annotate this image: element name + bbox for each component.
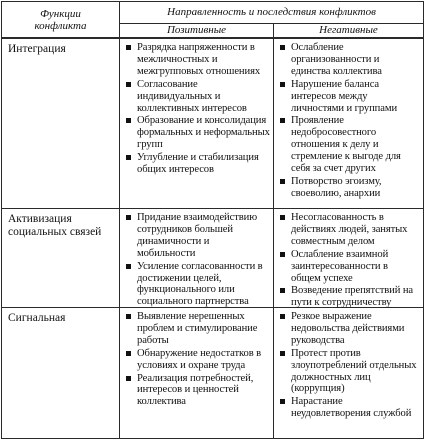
header-direction-cell <box>120 2 423 23</box>
header-direction-label: Направленность и последствия конфликтов <box>167 6 376 18</box>
bullet-icon <box>126 264 131 269</box>
row-1-positive-cell <box>120 39 273 208</box>
bullet-icon <box>126 351 131 356</box>
row-3-positive-cell <box>120 308 273 438</box>
row-3-negative-cell <box>274 308 423 438</box>
bullet-icon <box>126 45 131 50</box>
list-item: Ослабление взаимной заинтересованности в общем успехе <box>278 249 420 285</box>
list-item: Разрядка напряженности в межличностных и межгрупповых отношениях <box>124 42 270 78</box>
header-functions-cell <box>2 2 119 38</box>
list-item: Реализация потребностей, интересов и ценностей коллектива <box>124 373 270 409</box>
row-3-function: Сигнальная <box>8 312 66 324</box>
row-2-function-cell <box>2 209 119 307</box>
bullet-icon <box>280 118 285 123</box>
bullet-icon <box>280 288 285 293</box>
row-1-negative-cell <box>274 39 423 208</box>
bullet-icon <box>280 179 285 184</box>
list-item: Согласование индивидуальных и коллективных интересов <box>124 79 270 115</box>
list-item: Выявление нерешенных проблем и стимулирование работы <box>124 311 270 347</box>
row-2-positive-cell <box>120 209 273 307</box>
header-negative-cell <box>274 24 423 37</box>
list-item: Углубление и стабилизация общих интересов <box>124 152 270 176</box>
list-item: Образование и консолидация формальных и неформальных групп <box>124 115 270 151</box>
bullet-icon <box>126 215 131 220</box>
list-item: Придание взаимодействию сотрудников большей динамичности и мобильности <box>124 212 270 260</box>
bullet-icon <box>280 351 285 356</box>
list-item: Обнаружение недостатков в условиях и охране труда <box>124 348 270 372</box>
header-negative-label: Негативные <box>319 24 378 36</box>
bullet-icon <box>280 45 285 50</box>
bullet-icon <box>280 314 285 319</box>
bullet-icon <box>126 155 131 160</box>
list-item: Усиление согласованности в достижении целей, функционального или социального партнерства <box>124 261 270 309</box>
list-item: Проявление недобросовестного отношения к делу и стремление к выгоде для себя за счет других <box>278 115 420 175</box>
list-item: Нарушение баланса интересов между личностями и группами <box>278 79 420 115</box>
row-2-function: Активизация социальных связей <box>8 213 102 238</box>
bullet-icon <box>126 376 131 381</box>
list-item: Нарастание неудовлетворения службой <box>278 396 420 420</box>
list-item: Потворство эгоизму, своеволию, анархии <box>278 176 420 200</box>
header-positive-label: Позитивные <box>166 24 227 36</box>
list-item: Ослабление организованности и единства коллектива <box>278 42 420 78</box>
list-item: Резкое выражение недовольства действиями руководства <box>278 311 420 347</box>
bullet-icon <box>280 215 285 220</box>
row-2-negative-cell <box>274 209 423 307</box>
list-item: Возведение препятствий на пути к сотрудничеству <box>278 285 420 309</box>
row-1-function: Интеграция <box>8 43 66 55</box>
bullet-icon <box>126 82 131 87</box>
bullet-icon <box>280 82 285 87</box>
conflict-functions-table <box>1 1 424 439</box>
row-1-function-cell <box>2 39 119 208</box>
bullet-icon <box>126 118 131 123</box>
bullet-icon <box>280 399 285 404</box>
header-functions-label: Функции конфликта <box>34 8 87 32</box>
row-3-function-cell <box>2 308 119 438</box>
list-item: Протест против злоупотреблений отдельных должностных лиц (коррупция) <box>278 348 420 396</box>
list-item: Несогласованность в действиях людей, занятых совместным делом <box>278 212 420 248</box>
bullet-icon <box>126 314 131 319</box>
header-positive-cell <box>120 24 273 37</box>
bullet-icon <box>280 252 285 257</box>
